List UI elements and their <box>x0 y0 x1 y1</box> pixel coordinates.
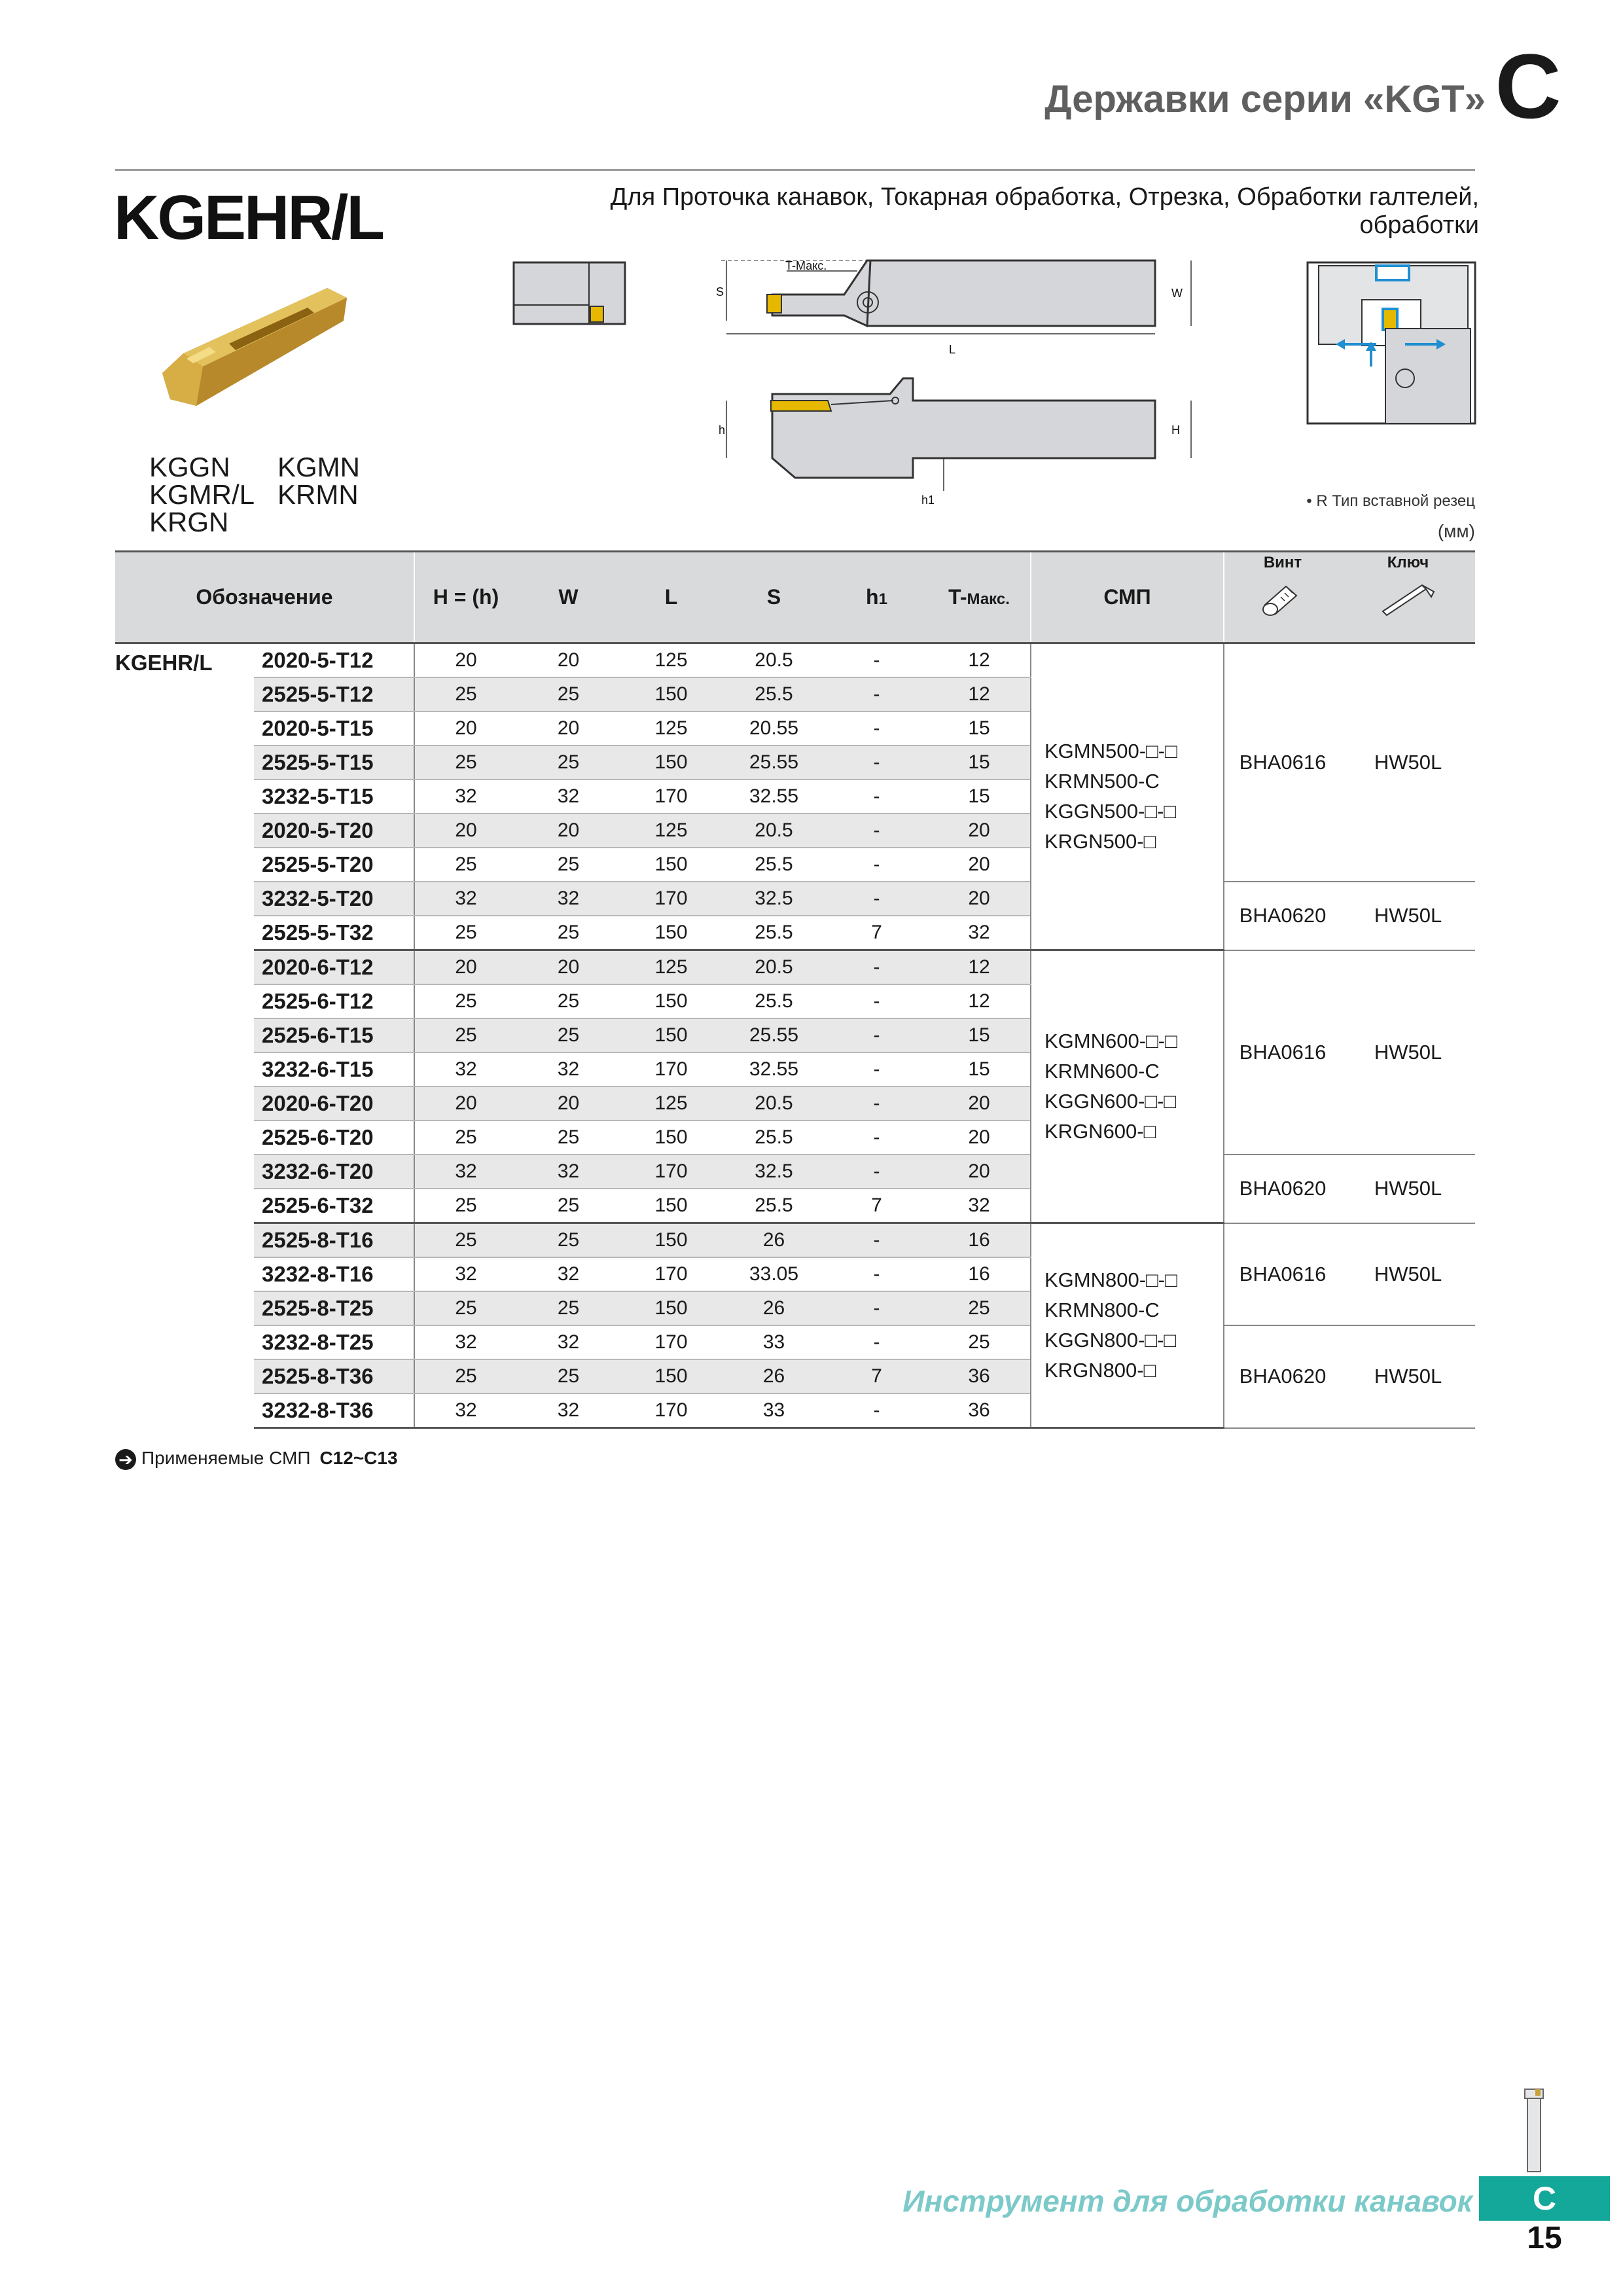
holder-code: 2020-6-T20 <box>254 1086 414 1121</box>
cell-h1: 7 <box>825 1359 928 1393</box>
holder-code: 3232-8-T36 <box>254 1393 414 1428</box>
cell-l: 170 <box>620 1052 722 1086</box>
cell-h1: - <box>825 1052 928 1086</box>
cell-tmax: 15 <box>928 745 1031 780</box>
cell-tmax: 15 <box>928 780 1031 814</box>
cell-h1: - <box>825 711 928 745</box>
cell-s: 25.5 <box>722 916 825 950</box>
cell-s: 26 <box>722 1359 825 1393</box>
cell-l: 150 <box>620 1359 722 1393</box>
cell-h1: - <box>825 1291 928 1325</box>
cell-s: 20.5 <box>722 814 825 848</box>
key-code: HW50L <box>1341 950 1475 1155</box>
s-label: S <box>716 285 724 298</box>
table-header-row <box>115 552 1475 643</box>
cell-s: 33 <box>722 1325 825 1359</box>
cell-h: 25 <box>414 1121 517 1155</box>
cell-s: 25.5 <box>722 848 825 882</box>
holder-code: 2525-6-T15 <box>254 1018 414 1052</box>
header-h1: h1 <box>825 552 928 643</box>
cell-l: 150 <box>620 848 722 882</box>
cell-w: 20 <box>517 711 620 745</box>
holder-code: 3232-6-T20 <box>254 1155 414 1189</box>
cell-l: 170 <box>620 882 722 916</box>
header-tmax: T-Макс. <box>928 552 1031 643</box>
cell-tmax: 15 <box>928 1018 1031 1052</box>
cell-w: 32 <box>517 1325 620 1359</box>
holder-code: 3232-8-T25 <box>254 1325 414 1359</box>
insert-code: KGMN800-□-□ <box>1044 1268 1177 1291</box>
cell-tmax: 15 <box>928 711 1031 745</box>
cell-l: 170 <box>620 1155 722 1189</box>
cell-l: 150 <box>620 1189 722 1223</box>
holder-code: 2525-6-T20 <box>254 1121 414 1155</box>
cell-h: 32 <box>414 1155 517 1189</box>
table-row <box>115 1325 1475 1359</box>
insert-code: KRMN500-C <box>1044 770 1160 793</box>
cell-tmax: 32 <box>928 1189 1031 1223</box>
cell-l: 170 <box>620 1257 722 1291</box>
key-code: HW50L <box>1341 643 1475 882</box>
cell-h: 25 <box>414 1359 517 1393</box>
cell-l: 170 <box>620 780 722 814</box>
cell-tmax: 16 <box>928 1257 1031 1291</box>
cell-h: 25 <box>414 848 517 882</box>
arrow-right-icon: ➔ <box>115 1449 136 1470</box>
cell-h: 25 <box>414 1189 517 1223</box>
insert-code: KGGN800-□-□ <box>1044 1329 1177 1352</box>
header-s: S <box>722 552 825 643</box>
cell-w: 32 <box>517 1155 620 1189</box>
cell-s: 25.55 <box>722 1018 825 1052</box>
cell-s: 32.5 <box>722 882 825 916</box>
insert-code: KRMN800-C <box>1044 1299 1160 1321</box>
cell-s: 25.5 <box>722 1189 825 1223</box>
cell-w: 25 <box>517 677 620 711</box>
insert-group <box>1031 1223 1224 1428</box>
cell-l: 150 <box>620 1018 722 1052</box>
header-screw: Винт <box>1224 552 1341 643</box>
cell-s: 32.55 <box>722 1052 825 1086</box>
cell-l: 125 <box>620 711 722 745</box>
cell-h: 25 <box>414 1223 517 1258</box>
cell-tmax: 16 <box>928 1223 1031 1258</box>
cell-l: 125 <box>620 814 722 848</box>
cell-w: 25 <box>517 1121 620 1155</box>
cell-h1: - <box>825 848 928 882</box>
cell-h1: - <box>825 1223 928 1258</box>
applications-text: Для Проточка канавок, Токарная обработка, Отрезка, Обработки галтелей, обработки <box>610 183 1479 239</box>
screw-code: BHA0616 <box>1224 1223 1341 1326</box>
cell-s: 25.5 <box>722 1121 825 1155</box>
cell-tmax: 25 <box>928 1325 1031 1359</box>
spec-table-body <box>115 643 1475 1428</box>
cell-tmax: 25 <box>928 1291 1031 1325</box>
holder-prefix: KGEHR/L <box>115 651 213 675</box>
cell-h1: - <box>825 1257 928 1291</box>
cell-w: 32 <box>517 780 620 814</box>
cell-l: 150 <box>620 984 722 1018</box>
insert-series-1: KGGN <box>149 452 230 482</box>
cell-s: 32.5 <box>722 1155 825 1189</box>
cell-tmax: 15 <box>928 1052 1031 1086</box>
cell-w: 25 <box>517 1359 620 1393</box>
cell-w: 25 <box>517 1223 620 1258</box>
cell-w: 32 <box>517 1257 620 1291</box>
cell-w: 25 <box>517 745 620 780</box>
cell-w: 25 <box>517 984 620 1018</box>
big-h-label: H <box>1171 423 1180 437</box>
cell-tmax: 12 <box>928 950 1031 985</box>
insert-group <box>1031 643 1224 950</box>
header-key: Ключ <box>1341 552 1475 643</box>
insert-series-5: KRGN <box>149 507 229 537</box>
footer-title: Инструмент для обработки канавок <box>902 2184 1472 2218</box>
product-model-title: KGEHR/L <box>114 183 383 253</box>
machining-schematic-diagram <box>1306 260 1477 425</box>
cell-l: 150 <box>620 1223 722 1258</box>
cell-tmax: 20 <box>928 882 1031 916</box>
table-row <box>115 1155 1475 1189</box>
cell-s: 25.5 <box>722 677 825 711</box>
table-row <box>115 1223 1475 1258</box>
cell-h1: - <box>825 677 928 711</box>
cell-l: 170 <box>620 1325 722 1359</box>
insert-code: KGMN500-□-□ <box>1044 740 1177 762</box>
key-code: HW50L <box>1341 1325 1475 1428</box>
cell-w: 25 <box>517 848 620 882</box>
cell-s: 25.55 <box>722 745 825 780</box>
cell-w: 32 <box>517 1052 620 1086</box>
cell-h: 32 <box>414 1257 517 1291</box>
cell-tmax: 20 <box>928 1121 1031 1155</box>
cell-l: 150 <box>620 916 722 950</box>
cell-h: 25 <box>414 677 517 711</box>
cell-h: 20 <box>414 643 517 678</box>
key-code: HW50L <box>1341 1223 1475 1326</box>
insert-group <box>1031 950 1224 1223</box>
cell-w: 20 <box>517 643 620 678</box>
cell-s: 33 <box>722 1393 825 1428</box>
cell-w: 25 <box>517 916 620 950</box>
cell-h: 32 <box>414 1325 517 1359</box>
holder-code: 2525-5-T15 <box>254 745 414 780</box>
cell-h1: - <box>825 814 928 848</box>
holder-side-view-diagram <box>713 373 1198 504</box>
table-row <box>115 882 1475 916</box>
cell-h1: - <box>825 1155 928 1189</box>
header-l: L <box>620 552 722 643</box>
insert-code: KGMN600-□-□ <box>1044 1030 1177 1052</box>
cell-l: 125 <box>620 643 722 678</box>
cell-s: 20.55 <box>722 711 825 745</box>
insert-series-3: KGMR/L <box>149 479 255 510</box>
cell-h1: - <box>825 745 928 780</box>
cell-s: 25.5 <box>722 984 825 1018</box>
cell-h1: - <box>825 780 928 814</box>
cell-s: 20.5 <box>722 950 825 985</box>
cell-w: 32 <box>517 882 620 916</box>
cell-tmax: 20 <box>928 848 1031 882</box>
screw-code: BHA0620 <box>1224 1325 1341 1428</box>
h1-label: h1 <box>921 493 935 504</box>
cell-h: 25 <box>414 1291 517 1325</box>
cell-l: 170 <box>620 1393 722 1428</box>
cell-h: 32 <box>414 882 517 916</box>
key-code: HW50L <box>1341 882 1475 950</box>
cell-h: 25 <box>414 745 517 780</box>
cell-tmax: 36 <box>928 1359 1031 1393</box>
holder-code: 2525-6-T12 <box>254 984 414 1018</box>
holder-code: 2525-8-T25 <box>254 1291 414 1325</box>
holder-end-view-diagram <box>510 259 628 327</box>
cell-h1: - <box>825 1393 928 1428</box>
screw-code: BHA0620 <box>1224 1155 1341 1223</box>
cell-h1: 7 <box>825 1189 928 1223</box>
w-label: W <box>1171 287 1183 300</box>
cell-tmax: 36 <box>928 1393 1031 1428</box>
footer-section-tab: C <box>1479 2176 1610 2221</box>
cell-h1: - <box>825 882 928 916</box>
holder-code: 2525-5-T20 <box>254 848 414 882</box>
cell-s: 20.5 <box>722 643 825 678</box>
cell-h1: - <box>825 1325 928 1359</box>
header-designation: Обозначение <box>115 552 414 643</box>
holder-code: 2020-6-T12 <box>254 950 414 985</box>
cell-w: 20 <box>517 814 620 848</box>
cell-h: 32 <box>414 1052 517 1086</box>
holder-code: 3232-5-T15 <box>254 780 414 814</box>
cell-tmax: 20 <box>928 1155 1031 1189</box>
cell-tmax: 20 <box>928 814 1031 848</box>
cell-l: 125 <box>620 950 722 985</box>
footnote-text: Применяемые СМП <box>141 1448 311 1468</box>
cell-w: 25 <box>517 1189 620 1223</box>
holder-code: 2525-6-T32 <box>254 1189 414 1223</box>
holder-code: 2525-5-T12 <box>254 677 414 711</box>
t-max-label: T-Макс. <box>785 259 827 272</box>
cell-s: 26 <box>722 1223 825 1258</box>
cell-l: 150 <box>620 677 722 711</box>
header-h: H = (h) <box>414 552 517 643</box>
cell-tmax: 32 <box>928 916 1031 950</box>
holder-code: 3232-8-T16 <box>254 1257 414 1291</box>
insert-code: KRGN800-□ <box>1044 1359 1156 1382</box>
holder-code: 2525-8-T16 <box>254 1223 414 1258</box>
holder-code: 2525-8-T36 <box>254 1359 414 1393</box>
cell-w: 32 <box>517 1393 620 1428</box>
cell-h1: 7 <box>825 916 928 950</box>
section-letter: C <box>1495 35 1561 137</box>
holder-code: 2525-5-T32 <box>254 916 414 950</box>
cell-s: 33.05 <box>722 1257 825 1291</box>
holder-code: 3232-6-T15 <box>254 1052 414 1086</box>
cell-h: 20 <box>414 950 517 985</box>
grooving-tool-icon <box>1518 2088 1551 2173</box>
cell-h: 20 <box>414 814 517 848</box>
cell-l: 125 <box>620 1086 722 1121</box>
footnote-pages: C12~C13 <box>319 1448 398 1468</box>
cell-h1: - <box>825 1121 928 1155</box>
holder-code: 2020-5-T12 <box>254 643 414 678</box>
insert-series-2: KGMN <box>277 452 360 482</box>
cell-l: 150 <box>620 745 722 780</box>
cell-l: 150 <box>620 1291 722 1325</box>
insert-photo <box>157 275 353 419</box>
cell-s: 32.55 <box>722 780 825 814</box>
hex-key-icon <box>1379 579 1438 618</box>
header-insert: СМП <box>1031 552 1224 643</box>
applicable-inserts-note <box>115 1448 398 1470</box>
cell-h: 32 <box>414 780 517 814</box>
cell-h1: - <box>825 1086 928 1121</box>
unit-note: (мм) <box>1437 521 1475 541</box>
page-header-title: Державки серии «KGT» <box>1044 78 1486 120</box>
cell-s: 26 <box>722 1291 825 1325</box>
insert-code: KGGN500-□-□ <box>1044 800 1177 823</box>
cell-h1: - <box>825 643 928 678</box>
cell-h: 25 <box>414 984 517 1018</box>
insert-code: KRGN600-□ <box>1044 1120 1156 1143</box>
cell-tmax: 20 <box>928 1086 1031 1121</box>
cell-l: 150 <box>620 1121 722 1155</box>
l-label: L <box>949 343 956 356</box>
cell-tmax: 12 <box>928 984 1031 1018</box>
cell-h: 20 <box>414 1086 517 1121</box>
cell-h1: - <box>825 950 928 985</box>
holder-code: 2020-5-T15 <box>254 711 414 745</box>
insert-code: KRGN500-□ <box>1044 830 1156 853</box>
screw-icon <box>1260 579 1306 618</box>
screw-code: BHA0620 <box>1224 882 1341 950</box>
cell-tmax: 12 <box>928 677 1031 711</box>
insert-code: KGGN600-□-□ <box>1044 1090 1177 1113</box>
h-label: h <box>719 423 726 437</box>
cell-h1: - <box>825 1018 928 1052</box>
cell-w: 20 <box>517 950 620 985</box>
cell-h: 32 <box>414 1393 517 1428</box>
insert-code: KRMN600-C <box>1044 1060 1160 1083</box>
table-row <box>115 643 1475 678</box>
holder-top-view-diagram <box>713 255 1198 360</box>
cell-h1: - <box>825 984 928 1018</box>
cell-s: 20.5 <box>722 1086 825 1121</box>
holder-code: 2020-5-T20 <box>254 814 414 848</box>
screw-code: BHA0616 <box>1224 950 1341 1155</box>
cell-h: 25 <box>414 916 517 950</box>
cell-h: 20 <box>414 711 517 745</box>
screw-code: BHA0616 <box>1224 643 1341 882</box>
table-row <box>115 950 1475 985</box>
cell-w: 25 <box>517 1018 620 1052</box>
cell-h: 25 <box>414 1018 517 1052</box>
cell-w: 25 <box>517 1291 620 1325</box>
holder-code: 3232-5-T20 <box>254 882 414 916</box>
key-code: HW50L <box>1341 1155 1475 1223</box>
insert-series-4: KRMN <box>277 479 359 510</box>
r-type-note: • R Тип вставной резец <box>1306 492 1475 510</box>
page-number: 15 <box>1527 2221 1562 2255</box>
header-rule <box>115 169 1475 171</box>
cell-tmax: 12 <box>928 643 1031 678</box>
header-w: W <box>517 552 620 643</box>
spec-table <box>115 550 1475 1429</box>
cell-w: 20 <box>517 1086 620 1121</box>
